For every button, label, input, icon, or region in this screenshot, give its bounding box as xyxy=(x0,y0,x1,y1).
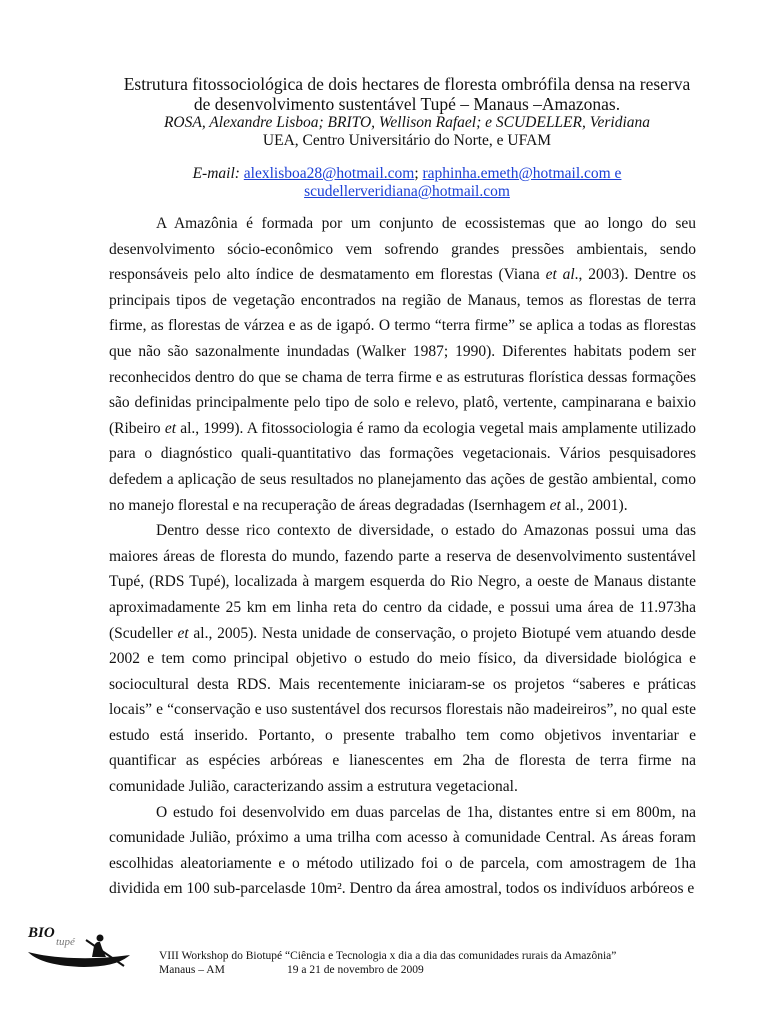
paragraph-2 xyxy=(109,518,696,800)
paddler-head xyxy=(97,935,104,942)
p1-etal-3: et xyxy=(549,496,561,514)
footer-event-line: VIII Workshop do Biotupé “Ciência e Tecnologia x dia a dia das comunidades rurais da Amazônia” xyxy=(159,950,617,962)
email-label: E-mail: xyxy=(192,165,240,182)
title-line-2: de desenvolvimento sustentável Tupé – Manaus –Amazonas. xyxy=(193,94,621,114)
email-link-1[interactable]: alexlisboa28@hotmail.com xyxy=(243,165,415,182)
p2-text-a: Dentro desse rico contexto de diversidade, o estado do Amazonas possui uma das maiores áreas de floresta do mundo, fazendo parte a reserva de desenvolvimento sustentável Tupé, (RDS Tupé), localizada à margem esquerda do Rio Negro, a oeste de Manaus distante aproximadamente 25 km em linha reta do centro da cidade, e possui uma área de 11.973ha (Scudeller xyxy=(109,522,696,642)
p1-text-b: ., 2003). Dentre os principais tipos de vegetação encontrados na região de Manaus, temos as florestas de terra firme, as florestas de várzea e as de igapó. O termo “terra firme” se aplica a todas as florestas que não são sazonalmente inundadas (Walker 1987; 1990). Diferentes habitats podem ser reconhecidos dentro do que se chama de terra firme e as estruturas florística dessas formações são definidas principalmente pelo tipo de solo e relevo, platô, vertente, campinarana e baixio (Ribeiro xyxy=(109,266,696,437)
p1-text-c: al., 1999). A fitossociologia é ramo da ecologia vegetal mais amplamente utilizado para o diagnóstico quali-quantitativo das formações vegetacionais. Vários pesquisadores defedem a aplicação de seus resultados no planejamento das ações de gestão ambiental, como no manejo florestal e na recuperação de áreas degradadas (Isernhagem xyxy=(109,419,696,514)
email-link-3[interactable]: scudellerveridiana@hotmail.com xyxy=(304,183,510,200)
body-text xyxy=(109,211,696,902)
email-link-2[interactable]: raphinha.emeth@hotmail.com e xyxy=(422,165,622,182)
biotupe-logo xyxy=(22,922,152,972)
email-block xyxy=(100,165,714,201)
p1-text-a: A Amazônia é formada por um conjunto de ecossistemas que ao longo do seu desenvolvimento sócio-econômico vem sofrendo grandes pressões ambientais, sendo responsáveis pelo alto índice de desmatamento em florestas (Viana xyxy=(109,215,696,284)
email-separator: ; xyxy=(414,165,419,182)
p1-etal-2: et xyxy=(164,419,177,437)
p2-etal-1: et xyxy=(177,624,189,642)
p1-etal-1: et al xyxy=(545,266,575,284)
paragraph-1 xyxy=(109,211,696,518)
paragraph-3: O estudo foi desenvolvido em duas parcelas de 1ha, distantes entre si em 800m, na comunidade Julião, próximo a uma trilha com acesso à comunidade Central. As áreas foram escolhidas aleatoriamente e o método utilizado foi o de parcela, com amostragem de 1ha dividida em 100 sub-parcelasde 10m². Dentro da área amostral, todos os indivíduos arbóreos e xyxy=(109,803,696,898)
authors: ROSA, Alexandre Lisboa; BRITO, Wellison Rafael; e SCUDELLER, Veridiana xyxy=(163,114,651,131)
affiliation: UEA, Centro Universitário do Norte, e UFAM xyxy=(262,132,552,149)
footer-place: Manaus – AM xyxy=(159,964,225,976)
logo-tupe-text: tupé xyxy=(56,936,75,948)
footer xyxy=(159,949,616,977)
paper-title xyxy=(100,74,714,114)
footer-dates: 19 a 21 de novembro de 2009 xyxy=(287,964,424,976)
p1-text-d: al., 2001). xyxy=(560,496,628,514)
footer-place-date xyxy=(159,963,616,977)
title-line-1: Estrutura fitossociológica de dois hectares de floresta ombrófila densa na reserva xyxy=(123,74,691,94)
p2-text-b: al., 2005). Nesta unidade de conservação, o projeto Biotupé vem atuando desde 2002 e tem como principal objetivo o estudo do meio físico, da diversidade biológica e sociocultural desta RDS. Mais recentemente iniciaram-se os projetos “saberes e práticas locais” e “conservação e uso sustentável dos recursos florestais não madeireiros”, no qual este estudo está inserido. Portanto, o presente trabalho tem como objetivos inventariar e quantificar as espécies arbóreas e lianescentes em 2ha de floresta de terra firme na comunidade Julião, caracterizando assim a estrutura vegetacional. xyxy=(109,624,696,796)
logo-bio-text: BIO xyxy=(28,925,55,941)
